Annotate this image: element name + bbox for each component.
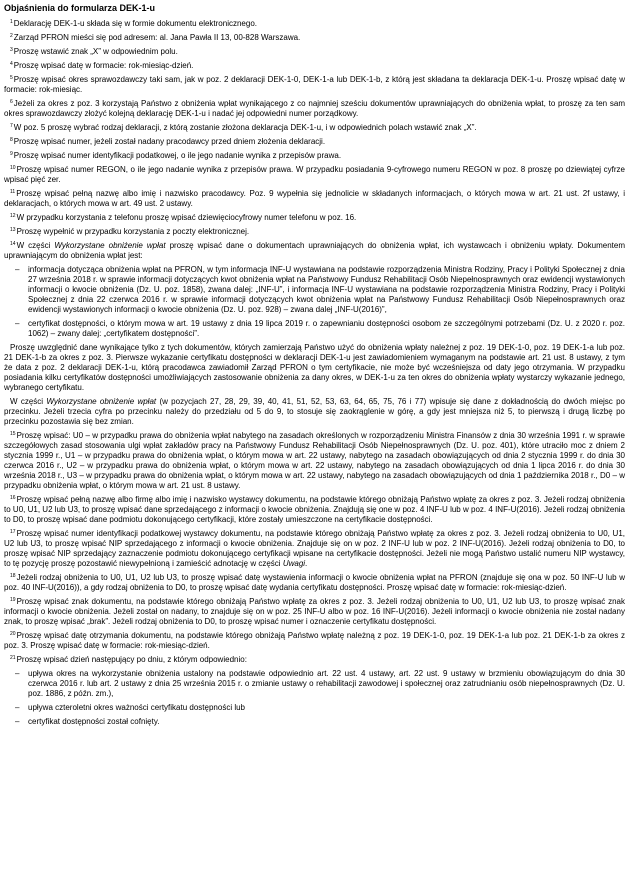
note-text: Proszę wpisać numer identyfikacji podatkowej wystawcy dokumentu, na podstawie którego obniżają Państwo wpłatę za okres z poz. 3. Jeżeli rodzaj obniżenia to U0, U1, U2 lub U3, to proszę wpisać NIP sprzedającego z informacji o kwocie obniżenia. Znajduje się on w poz. 2 INF-U lub w poz. 2 INF-U(2016). Jeżeli rodzaj obniżenia to D0, to proszę wpisać NIP sprzedający zaznaczenie podmiotu dokonującego certyfikacji wpisane na certyfikacie dostępności. Jeżeli nie mogą Państwo ustalić numeru NIP wystawcy, to tę pozycję proszę pozostawić niewypełnioną i zamieścić adnotację w części [4, 529, 625, 568]
section-name: Wykorzystane obniżenie wpłat [54, 241, 166, 250]
note-1 [4, 19, 625, 29]
note-14-paragraph-2 [4, 397, 625, 427]
section-name: Uwagi [282, 559, 306, 568]
note-text: Jeżeli za okres z poz. 3 korzystają Państwo z obniżenia wpłat wynikającego z co najmniej sześciu dokumentów uprawniających do obniżenia wpłat, to proszę za ten sam okres sprawozdawczy złożyć kolejną deklarację DEK-1-u i nadać jej odpowiedni numer porządkowy. [4, 99, 625, 118]
note-number: 4 [10, 61, 13, 67]
note-number: 12 [10, 213, 16, 219]
note-text: Zarząd PFRON mieści się pod adresem: al. Jana Pawła II 13, 00-828 Warszawa. [13, 33, 301, 42]
note-text: Proszę wpisać datę w formacie: rok-miesiąc-dzień. [13, 61, 194, 70]
note-10 [4, 165, 625, 185]
note-number: 6 [10, 99, 13, 105]
page-title: Objaśnienia do formularza DEK-1-u [4, 3, 156, 13]
note-17 [4, 529, 625, 569]
note-13 [4, 227, 625, 237]
note-text: W przypadku korzystania z telefonu proszę wpisać dziewięciocyfrowy numer telefonu w poz. 16. [16, 213, 357, 222]
note-number: 1 [10, 19, 13, 25]
note-number: 11 [10, 189, 16, 195]
note-number: 8 [10, 137, 13, 143]
note-15 [4, 431, 625, 491]
note-4 [4, 61, 625, 71]
note-number: 15 [10, 431, 16, 437]
note-text: proszę wpisać dane o dokumentach uprawniających do obniżenia wpłat, ich wystawcach i obniżeniu wpłaty. Dokumentem uprawniającym do obniżenia wpłat jest: [4, 241, 625, 260]
note-text: Proszę wstawić znak „X” w odpowiednim polu. [13, 47, 178, 56]
note-21-bullet-1: – upływa okres na wykorzystanie obniżenia ustalony na podstawie odpowiednio art. 22 ust. 4 ustawy, art. 22 ust. 9 ustawy w brzmieniu obowiązującym do dnia 30 czerwca 2016 r. lub art. 2 ustawy z dnia 25 września 2015 r. o zmianie ustawy o rehabilitacji zawodowej i społecznej oraz zatrudnianiu osób niepełnosprawnych (Dz. U. poz. 1886, z późn. zm.), [4, 669, 625, 699]
note-6 [4, 99, 625, 119]
section-name: Wykorzystane obniżenie wpłat [46, 397, 157, 406]
note-number: 5 [10, 75, 13, 81]
note-number: 21 [10, 655, 16, 661]
note-14-bullet-2: – certyfikat dostępności, o którym mowa w art. 19 ustawy z dnia 19 lipca 2019 r. o zapewnianiu dostępności osobom ze szczególnymi potrzebami (Dz. U. z 2020 r. poz. 1062) – zwany dalej: „certyfikatem dostępności”. [4, 319, 625, 339]
note-tail: . [305, 559, 308, 568]
note-text: Proszę wpisać numer REGON, o ile jego nadanie wynika z przepisów prawa. W przypadku posiadania 9-cyfrowego numeru REGON w poz. 8 proszę po dziewiątej cyfrze wpisać pięć zer. [4, 165, 625, 184]
note-text: Proszę wpisać okres sprawozdawczy taki sam, jak w poz. 2 deklaracji DEK-1-0, DEK-1-a lub DEK-1-b, z którą jest składana ta deklaracja DEK-1-u. Proszę wpisać datę w formacie: rok-miesiąc. [4, 75, 625, 94]
note-text: Proszę wpisać numer identyfikacji podatkowej, o ile jego nadanie wynika z przepisów prawa. [13, 151, 342, 160]
note-text: Proszę wpisać dzień następujący po dniu, z którym odpowiednio: [16, 655, 247, 664]
note-9 [4, 151, 625, 161]
note-number: 16 [10, 495, 16, 501]
note-text: W poz. 5 proszę wybrać rodzaj deklaracji, z którą zostanie złożona deklaracja DEK-1-u, i w odpowiednich polach wstawić znak „X”. [13, 123, 477, 132]
note-21-bullet-3: – certyfikat dostępności został cofnięty. [4, 717, 625, 727]
note-number: 13 [10, 227, 16, 233]
note-14 [4, 241, 625, 261]
note-20 [4, 631, 625, 651]
note-number: 18 [10, 573, 16, 579]
note-19 [4, 597, 625, 627]
note-text: Proszę wpisać datę otrzymania dokumentu, na podstawie którego obniżają Państwo wpłatę należną z poz. 19 DEK-1-0, poz. 19 DEK-1-a lub poz. 21 DEK-1-b za okres z poz. 3. Proszę wpisać datę w formacie: rok-miesiąc-dzień. [4, 631, 625, 650]
note-7 [4, 123, 625, 133]
note-14-bullet-1: – informacja dotycząca obniżenia wpłat na PFRON, w tym informacja INF-U wystawiana na podstawie rozporządzenia Ministra Rodziny, Pracy i Polityki Społecznej z dnia 27 września 2018 r. w sprawie informacji dotyczących kwot obniżenia wpłat na Państwowy Fundusz Rehabilitacji Osób Niepełnosprawnych oraz ewidencji wystawionych informacji o kwocie obniżenia (Dz. U. poz. 1858), zwana dalej: „INF-U”, i informacja INF-U wystawiana na podstawie rozporządzenia Ministra Rodziny, Pracy i Polityki Społecznej z dnia 22 czerwca 2016 r. w sprawie informacji dotyczących kwot obniżenia wpłat na Państwowy Fundusz Rehabilitacji Osób Niepełnosprawnych oraz ewidencji wystawionych informacji o kwocie obniżenia (Dz. U. poz. 928) – zwana dalej „INF-U(2016)”, [4, 265, 625, 315]
note-number: 17 [10, 529, 16, 535]
note-18 [4, 573, 625, 593]
note-text: Deklarację DEK-1-u składa się w formie dokumentu elektronicznego. [13, 19, 258, 28]
note-12 [4, 213, 625, 223]
note-3 [4, 47, 625, 57]
note-text: Proszę wpisać pełną nazwę albo firmę albo imię i nazwisko wystawcy dokumentu, na podstawie którego obniżają Państwo wpłatę za okres z poz. 3. Jeżeli rodzaj obniżenia to U0, U1, U2 lub U3, to proszę wpisać dane sprzedającego z informacji o kwocie obniżenia. Znajdują się one w poz. 4 INF-U lub w poz. 4 INF-U(2016). Jeżeli rodzaj obniżenia to D0, to proszę wpisać dane podmiotu dokonującego certyfikacji, które zostały umieszczone na certyfikacie dostępności. [4, 495, 625, 524]
note-number: 10 [10, 165, 16, 171]
note-11 [4, 189, 625, 209]
note-text-lead: W części [16, 241, 55, 250]
note-number: 14 [10, 241, 16, 247]
note-text: Proszę wypełnić w przypadku korzystania z poczty elektronicznej. [16, 227, 250, 236]
note-14-paragraph-1: Proszę uwzględnić dane wynikające tylko z tych dokumentów, których zamierzają Państwo użyć do obniżenia wpłaty należnej z poz. 19 DEK-1-0, poz. 19 DEK-1-a lub poz. 21 DEK-1-b za okres z poz. 3. Pierwsze wykazanie certyfikatu dostępności w deklaracji DEK-1-u jest zawiadomieniem wymaganym na podstawie art. 21 ust. 8 ustawy, z tym że data z poz. 2 deklaracji DEK-1-u, którą pracodawca zawiadomił Zarząd PFRON o tym certyfikacie, nie może być wcześniejsza od daty jego otrzymania. W przypadku posiadania kilku certyfikatów dostępności umożliwiających zastosowanie obniżenia za dany okres, w DEK-1-u za ten okres do obniżenia wpłaty wystarczy wykazanie jednego, wybranego certyfikatu. [4, 343, 625, 392]
note-21 [4, 655, 625, 665]
note-number: 7 [10, 123, 13, 129]
note-number: 20 [10, 631, 16, 637]
note-text: Proszę wpisać numer, jeżeli został nadany pracodawcy przed dniem złożenia deklaracji. [13, 137, 326, 146]
note-number: 19 [10, 597, 16, 603]
note-number: 9 [10, 151, 13, 157]
note-number: 3 [10, 47, 13, 53]
note-21-bullet-2: – upływa czteroletni okres ważności certyfikatu dostępności lub [4, 703, 625, 713]
paragraph-text: (w pozycjach 27, 28, 29, 39, 40, 41, 51, 52, 53, 63, 64, 65, 75, 76 i 77) wpisuje się dane z dokładnością do dwóch miejsc po przecinku. Jeżeli trzecia cyfra po przecinku należy do przedziału od 5 do 9, to stosuje się zaokrąglenie w górę, a gdy jest mniejsza niż 5, to pierwszą i drugą liczbę po przecinku pozostawia się bez zmian. [4, 397, 625, 426]
note-text: Proszę wpisać pełną nazwę albo imię i nazwisko pracodawcy. Poz. 9 wypełnia się jednolicie w składanych informacjach, o których mowa w art. 21 ust. 2f ustawy, i deklaracjach, o których mowa w art. 49 ust. 2 ustawy. [4, 189, 625, 208]
note-text: Proszę wpisać znak dokumentu, na podstawie którego obniżają Państwo wpłatę za okres z poz. 3. Jeżeli rodzaj obniżenia to U0, U1, U2 lub U3, to proszę wpisać znak informacji o kwocie obniżenia. Jeżeli został on nadany, to znajduje się on w poz. 25 INF-U albo w poz. 16 INF-U(2016). Jeżeli informacji o kwocie obniżenia nie został nadany znak, to proszę wpisać „brak”. Jeżeli rodzaj obniżenia to D0, to proszę wpisać numer i oznaczenie certyfikatu dostępności. [4, 597, 625, 626]
note-16 [4, 495, 625, 525]
note-2 [4, 33, 625, 43]
note-5 [4, 75, 625, 95]
paragraph-lead: W części [10, 397, 47, 406]
note-text: Jeżeli rodzaj obniżenia to U0, U1, U2 lub U3, to proszę wpisać datę wystawienia informacji o kwocie obniżenia wpłat na PFRON (znajduje się ona w poz. 50 INF-U lub w poz. 40 INF-U(2016)), a gdy rodzaj obniżenia to D0, to proszę wpisać datę wydania certyfikatu dostępności. Proszę wpisać datę w formacie: rok-miesiąc-dzień. [4, 573, 625, 592]
note-8 [4, 137, 625, 147]
note-number: 2 [10, 33, 13, 39]
note-text: Proszę wpisać: U0 – w przypadku prawa do obniżenia wpłat nabytego na zasadach określonych w rozporządzeniu Ministra Finansów z dnia 30 września 1991 r. w sprawie szczegółowych zasad stosowania ulgi wpłat zakładów pracy na Państwowy Fundusz Rehabilitacji Osób Niepełnosprawnych (Dz. U. poz. 401), które utraciło moc z dniem 2 stycznia 1999 r., U1 – w przypadku prawa do obniżenia wpłat, o którym mowa w art. 22 ustawy, nabytego na zasadach obowiązujących od dnia 2 stycznia 1999 r. do dnia 30 czerwca 2016 r., U2 – w przypadku prawa do obniżenia wpłat, o którym mowa w art. 22 ustawy, nabytego na zasadach obowiązujących od dnia 1 lipca 2016 r. do dnia 30 września 2018 r., U3 – w przypadku prawa do obniżenia wpłat, o którym mowa w art. 22 ustawy, nabytego na zasadach obowiązujących od dnia 1 października 2018 r., D0 – w przypadku obniżenia wpłat, o którym mowa w art. 21 ust. 8 ustawy. [4, 431, 625, 490]
